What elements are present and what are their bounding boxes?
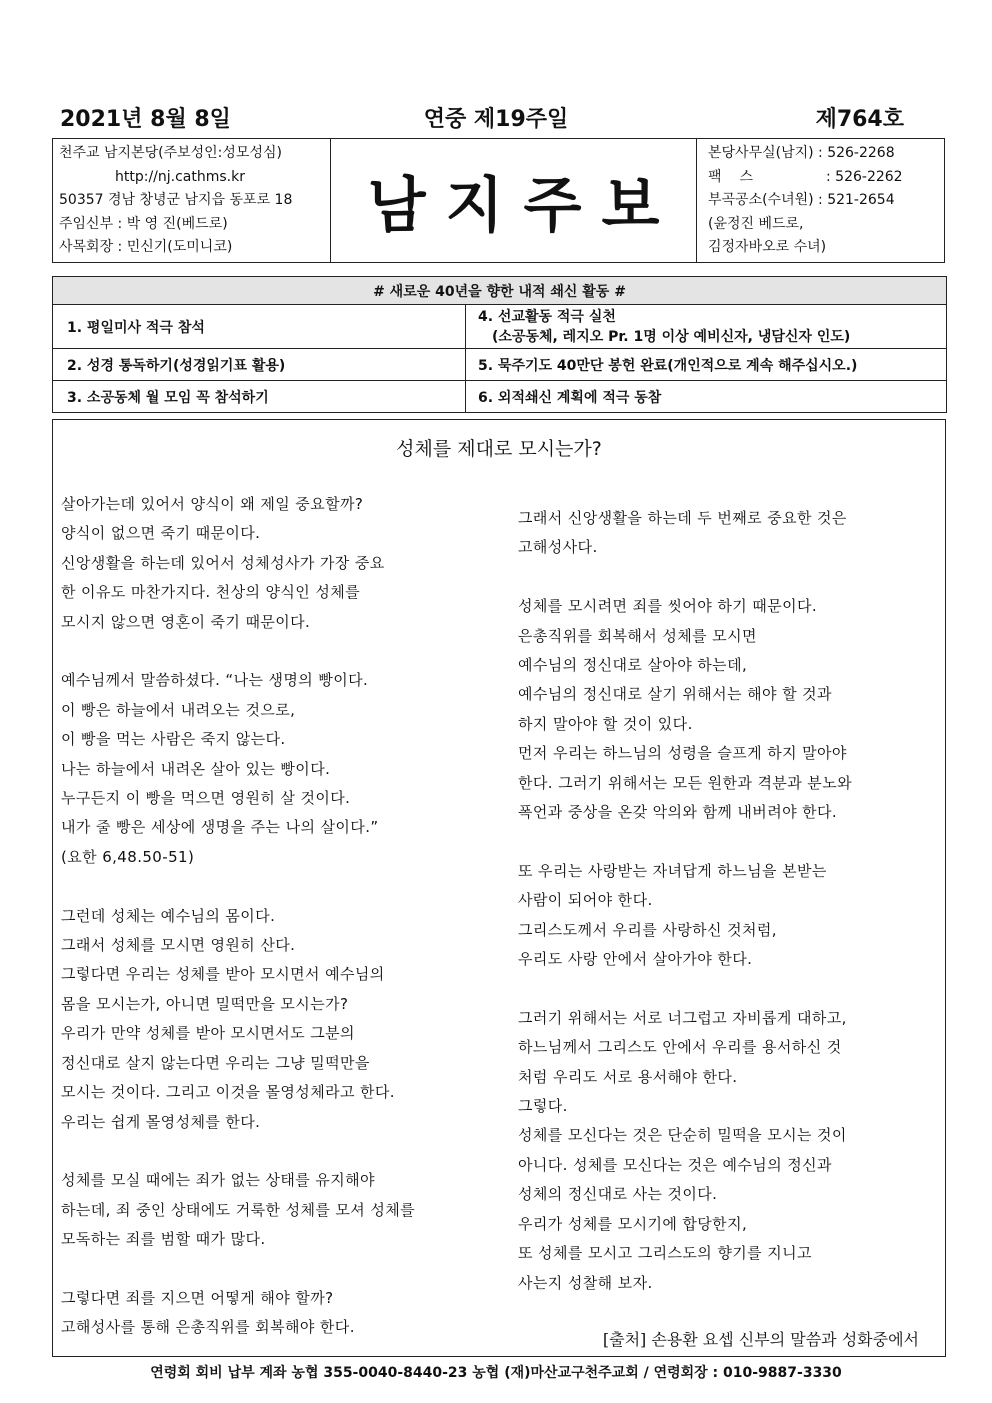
article-line: 모시지 않으면 영혼이 죽기 때문이다.: [61, 612, 311, 631]
article-title: 성체를 제대로 모시는가?: [396, 438, 602, 460]
article-line: 그런데 성체는 예수님의 몸이다.: [61, 906, 276, 925]
paragraph-gap: [518, 563, 938, 592]
article-line: 그렇다.: [518, 1097, 568, 1116]
article-line: 살아가는데 있어서 양식이 왜 제일 중요할까?: [61, 495, 364, 513]
paragraph-gap: [61, 1255, 481, 1284]
fax-phone: : 526-2262: [826, 168, 903, 185]
article-line: 내가 줄 빵은 세상에 생명을 주는 나의 살이다.”: [61, 818, 379, 837]
pastor-name: 주임신부 : 박 영 진(베드로): [59, 215, 228, 232]
sisters-line-1: (윤정진 베드로,: [708, 215, 804, 232]
article-line: 우리는 쉽게 몰영성체를 한다.: [61, 1112, 261, 1131]
article-line: 누구든지 이 빵을 먹으면 영원히 살 것이다.: [61, 789, 351, 808]
activity-4-title: 4. 선교활동 적극 실천: [478, 308, 616, 325]
article-line: 예수님께서 말씀하셨다. “나는 생명의 빵이다.: [61, 671, 369, 690]
paragraph-gap: [518, 974, 938, 1003]
activity-4-detail: (소공동체, 레지오 Pr. 1명 이상 예비신자, 냉담신자 인도): [492, 328, 851, 345]
paragraph-gap: [61, 637, 481, 666]
parish-info: [53, 139, 331, 262]
parish-address: 50357 경남 창녕군 남지읍 동포로 18: [59, 192, 293, 208]
article-source: [출처] 손용환 요셉 신부의 말씀과 성화중에서: [602, 1330, 919, 1349]
convent-phone: : 521-2654: [818, 192, 895, 208]
masthead: [331, 139, 697, 262]
council-president: 사목회장 : 민신기(도미니코): [59, 239, 233, 255]
sisters-line-2: 김정자바오로 수녀): [708, 239, 827, 255]
article-line: 몸을 모시는가, 아니면 밀떡만을 모시는가?: [61, 994, 349, 1013]
article-box: [52, 419, 946, 1357]
article-line: 그러기 위해서는 서로 너그럽고 자비롭게 대하고,: [518, 1008, 847, 1027]
article-line: 또 우리는 사랑받는 자녀답게 하느님을 본받는: [518, 861, 827, 880]
article-line: 하는데, 죄 중인 상태에도 거룩한 성체를 모셔 성체를: [61, 1200, 416, 1219]
article-line: 한다. 그러기 위해서는 모든 원한과 격분과 분노와: [518, 773, 852, 792]
article-line: 한 이유도 마찬가지다. 천상의 양식인 성체를: [61, 583, 361, 602]
activities-table: [52, 276, 947, 413]
article-line: 성체를 모실 때에는 죄가 없는 상태를 유지해야: [61, 1171, 375, 1190]
article-line: 은총직위를 회복해서 성체를 모시면: [518, 626, 757, 645]
article-line: 그렇다면 죄를 지으면 어떻게 해야 할까?: [61, 1288, 334, 1307]
article-line: 이 빵은 하늘에서 내려오는 것으로,: [61, 700, 296, 719]
article-line: 하느님께서 그리스도 안에서 우리를 용서하신 것: [518, 1038, 842, 1057]
article-line: 신앙생활을 하는데 있어서 성체성사가 가장 중요: [61, 553, 385, 572]
sunday-title: 연중 제19주일: [423, 107, 569, 132]
office-phone: : 526-2268: [818, 145, 895, 161]
article-line: 처럼 우리도 서로 용서해야 한다.: [518, 1067, 738, 1086]
activities-heading: # 새로운 40년을 향한 내적 쇄신 활동 #: [53, 277, 947, 305]
article-line: 성체를 모시려면 죄를 씻어야 하기 때문이다.: [518, 597, 818, 616]
activity-2: 2. 성경 통독하기(성경읽기표 활용): [53, 349, 466, 381]
header-box: [52, 138, 945, 263]
parish-website-link[interactable]: http://nj.cathms.kr: [115, 168, 245, 185]
article-line: 폭언과 중상을 온갖 악의와 함께 내버려야 한다.: [518, 803, 838, 822]
article-line: 하지 말아야 할 것이 있다.: [518, 714, 693, 733]
article-line: 또 성체를 모시고 그리스도의 향기를 지니고: [518, 1244, 812, 1263]
article-line: 그렇다면 우리는 성체를 받아 모시면서 예수님의: [61, 965, 385, 984]
article-line: 먼저 우리는 하느님의 성령을 슬프게 하지 말아야: [518, 744, 847, 763]
activity-6: 6. 외적쇄신 계획에 적극 동참: [466, 381, 947, 413]
office-line: [708, 142, 944, 166]
activity-5: 5. 묵주기도 40만단 봉헌 완료(개인적으로 계속 해주십시오.): [466, 349, 947, 381]
paragraph-gap: [61, 872, 481, 901]
paragraph-gap: [518, 827, 938, 856]
article-line: 우리가 만약 성체를 받아 모시면서도 그분의: [61, 1024, 355, 1043]
bulletin-date: 2021년 8월 8일: [60, 107, 231, 132]
article-line: 우리도 사랑 안에서 살아가야 한다.: [518, 950, 753, 969]
article-line: 성체의 정신대로 사는 것이다.: [518, 1185, 718, 1204]
article-line: 그래서 신앙생활을 하는데 두 번째로 중요한 것은: [518, 509, 847, 527]
article-line: 아니다. 성체를 모신다는 것은 예수님의 정신과: [518, 1155, 832, 1174]
office-label: 본당사무실(남지): [708, 145, 814, 161]
article-line: 예수님의 정신대로 살기 위해서는 해야 할 것과: [518, 685, 832, 704]
activity-3: 3. 소공동체 월 모임 꼭 참석하기: [53, 381, 466, 413]
paragraph-gap: [61, 1137, 481, 1166]
article-line: 사는지 성찰해 보자.: [518, 1273, 653, 1292]
article-line: 사람이 되어야 한다.: [518, 891, 653, 910]
activity-1: 1. 평일미사 적극 참석: [53, 305, 466, 349]
article-line: 예수님의 정신대로 살아야 하는데,: [518, 656, 748, 675]
masthead-title: 남지주보: [367, 170, 680, 241]
footer-account-info: 연령회 회비 납부 계좌 농협 355-0040-8440-23 농협 (재)마산교구천주교회 / 연령회장 : 010-9887-3330: [150, 1365, 842, 1381]
article-line: 모독하는 죄를 범할 때가 많다.: [61, 1230, 266, 1249]
article-line: 모시는 것이다. 그리고 이것을 몰영성체라고 한다.: [61, 1083, 395, 1102]
article-line: 이 빵을 먹는 사람은 죽지 않는다.: [61, 730, 286, 749]
article-left-column: [61, 490, 481, 1343]
article-line: 정신대로 살지 않는다면 우리는 그냥 밀떡만을: [61, 1053, 370, 1072]
convent-line: [708, 189, 944, 213]
article-line: (요한 6,48.50-51): [61, 847, 195, 866]
activity-4: [466, 305, 947, 349]
article-line: 그리스도께서 우리를 사랑하신 것처럼,: [518, 920, 777, 939]
fax-line: [708, 166, 944, 190]
article-line: 우리가 성체를 모시기에 합당한지,: [518, 1214, 748, 1233]
fax-label: 팩스: [708, 168, 772, 185]
issue-number: 제764호: [815, 107, 904, 132]
article-right-column: [518, 504, 938, 1298]
article-line: 고해성사다.: [518, 538, 598, 557]
article-line: 양식이 없으면 죽기 때문이다.: [61, 524, 261, 543]
article-line: 고해성사를 통해 은총직위를 회복해야 한다.: [61, 1318, 355, 1337]
parish-name: 천주교 남지본당(주보성인:성모성심): [59, 145, 282, 161]
contact-info: [697, 139, 944, 262]
article-line: 그래서 성체를 모시면 영원히 산다.: [61, 936, 296, 955]
article-line: 성체를 모신다는 것은 단순히 밀떡을 모시는 것이: [518, 1126, 847, 1145]
convent-label: 부곡공소(수녀원): [708, 192, 814, 208]
article-line: 나는 하늘에서 내려온 살아 있는 빵이다.: [61, 759, 331, 778]
